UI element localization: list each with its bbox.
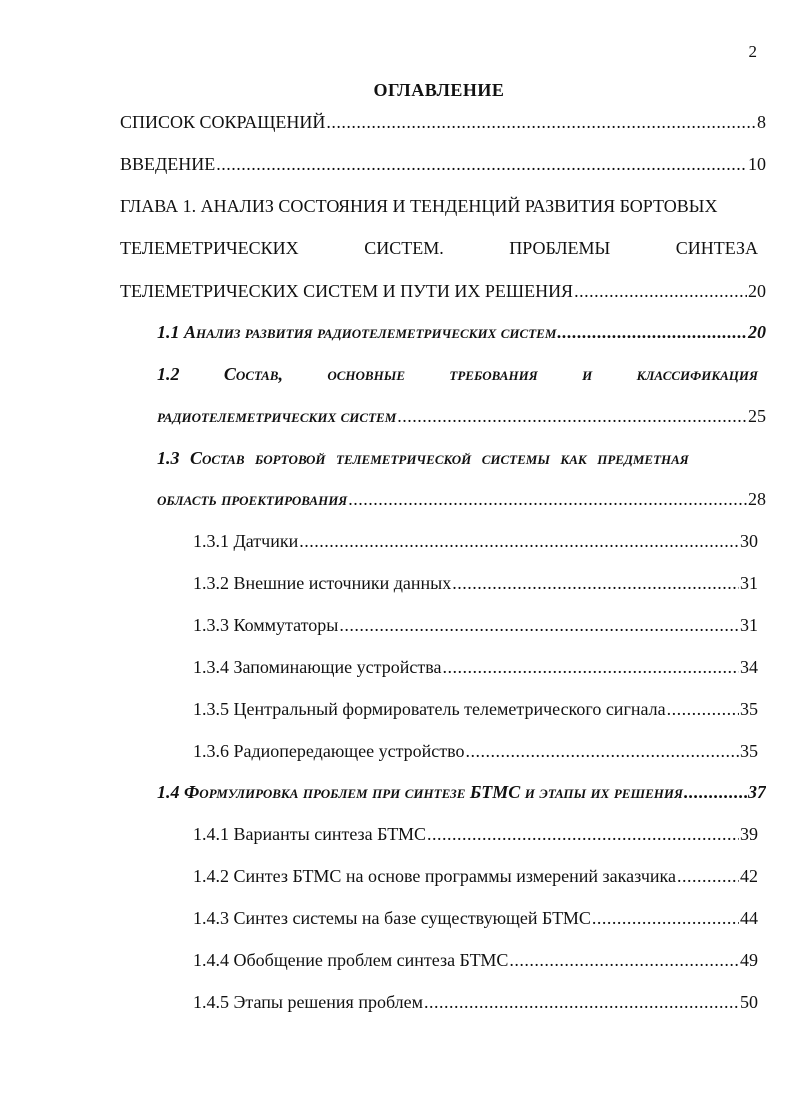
toc-word: Состав,: [223, 364, 283, 384]
toc-entry-page: 28: [748, 489, 766, 509]
toc-entry-page: 42: [740, 866, 758, 886]
toc-entry-text: 1.4.5 Этапы решения проблем: [193, 992, 424, 1012]
toc-entry-page: 35: [740, 741, 758, 761]
toc-entry-abbreviations[interactable]: [120, 112, 766, 133]
toc-entry-text: 1.4.1 Варианты синтеза БТМС: [193, 824, 427, 844]
toc-entry-page: 44: [740, 908, 758, 928]
toc-entry-text: 1.1 Анализ развития радиотелеметрических систем: [157, 322, 557, 342]
toc-entry-page: 8: [757, 112, 766, 132]
toc-entry-page: 37: [748, 782, 766, 802]
toc-entry-section-1-4-4[interactable]: [193, 950, 758, 971]
dot-leader: [667, 699, 739, 720]
toc-entry-text: 1.4.3 Синтез системы на базе существующей БТМС: [193, 908, 591, 928]
toc-entry-page: 31: [740, 573, 758, 593]
toc-entry-section-1-4-1[interactable]: [193, 824, 758, 845]
dot-leader: [684, 782, 747, 803]
toc-entry-text: 1.3.1 Датчики: [193, 531, 299, 551]
toc-entry-introduction[interactable]: [120, 154, 766, 175]
toc-entry-chapter-1-line-3[interactable]: [120, 281, 766, 302]
toc-entry-section-1-3-5[interactable]: [193, 699, 758, 720]
toc-entry-text: радиотелеметрических систем: [157, 406, 397, 426]
dot-leader: [442, 657, 739, 678]
toc-word: и: [582, 364, 593, 384]
toc-entry-page: 34: [740, 657, 758, 677]
dot-leader: [452, 573, 739, 594]
toc-entry-page: 49: [740, 950, 758, 970]
toc-entry-page: 30: [740, 531, 758, 551]
toc-entry-page: 31: [740, 615, 758, 635]
toc-entry-text: 1.3.5 Центральный формирователь телеметрического сигнала: [193, 699, 666, 719]
toc-entry-section-1-3-line-2[interactable]: [157, 489, 766, 510]
dot-leader: [339, 615, 739, 636]
dot-leader: [424, 992, 739, 1013]
toc-entry-text: 1.3.3 Коммутаторы: [193, 615, 339, 635]
toc-entry-text: область проектирования: [157, 489, 348, 509]
toc-entry-section-1-3-line-1[interactable]: [157, 448, 766, 469]
toc-entry-text: 1.3.4 Запоминающие устройства: [193, 657, 442, 677]
toc-title: ОГЛАВЛЕНИЕ: [373, 80, 505, 100]
toc-entry-section-1-3-4[interactable]: [193, 657, 758, 678]
dot-leader: [509, 950, 739, 971]
toc-entry-text: 1.4.4 Обобщение проблем синтеза БТМС: [193, 950, 509, 970]
toc-word: СИНТЕЗА: [675, 238, 758, 258]
dot-leader: [677, 866, 739, 887]
dot-leader: [557, 322, 747, 343]
toc-entry-section-1-3-1[interactable]: [193, 531, 758, 552]
toc-entry-page: 10: [748, 154, 766, 174]
dot-leader: [326, 112, 756, 133]
toc-entry-text: ВВЕДЕНИЕ: [120, 154, 216, 174]
toc-entry-text: ТЕЛЕМЕТРИЧЕСКИХ СИСТЕМ И ПУТИ ИХ РЕШЕНИЯ: [120, 281, 574, 301]
toc-word: классификация: [636, 364, 758, 384]
dot-leader: [216, 154, 747, 175]
toc-entry-page: 35: [740, 699, 758, 719]
toc-entry-section-1-4[interactable]: [157, 782, 766, 803]
toc-word: 1.2: [157, 364, 180, 384]
page-number: 2: [748, 42, 757, 61]
toc-entry-text: СПИСОК СОКРАЩЕНИЙ: [120, 112, 326, 132]
toc-entry-page: 20: [748, 281, 766, 301]
toc-word: ТЕЛЕМЕТРИЧЕСКИХ: [120, 238, 299, 258]
toc-entry-text: 1.3.6 Радиопередающее устройство: [193, 741, 465, 761]
dot-leader: [299, 531, 739, 552]
toc-entry-section-1-4-5[interactable]: [193, 992, 758, 1013]
toc-entry-chapter-1-line-2[interactable]: [120, 238, 758, 259]
toc-entry-text: 1.3.2 Внешние источники данных: [193, 573, 452, 593]
dot-leader: [348, 489, 747, 510]
toc-entry-page: 39: [740, 824, 758, 844]
dot-leader: [397, 406, 747, 427]
dot-leader: [427, 824, 739, 845]
toc-entry-section-1-3-3[interactable]: [193, 615, 758, 636]
toc-entry-section-1-4-3[interactable]: [193, 908, 758, 929]
toc-entry-section-1-1[interactable]: [157, 322, 766, 343]
toc-entry-text: 1.3 Состав бортовой телеметрической системы как предметная: [157, 448, 689, 468]
toc-entry-section-1-3-2[interactable]: [193, 573, 758, 594]
dot-leader: [574, 281, 747, 302]
toc-entry-page: 25: [748, 406, 766, 426]
toc-entry-chapter-1-line-1[interactable]: [120, 196, 766, 217]
toc-word: ПРОБЛЕМЫ: [509, 238, 611, 258]
toc-entry-text: ГЛАВА 1. АНАЛИЗ СОСТОЯНИЯ И ТЕНДЕНЦИЙ РАЗВИТИЯ БОРТОВЫХ: [120, 196, 718, 216]
toc-entry-page: 50: [740, 992, 758, 1012]
toc-word: требования: [449, 364, 538, 384]
toc-entry-page: 20: [748, 322, 766, 342]
toc-entry-text: 1.4.2 Синтез БТМС на основе программы измерений заказчика: [193, 866, 676, 886]
toc-entry-text: 1.4 Формулировка проблем при синтезе БТМС и этапы их решения: [157, 782, 683, 802]
toc-word: СИСТЕМ.: [364, 238, 444, 258]
dot-leader: [466, 741, 739, 762]
toc-entry-section-1-2-line-2[interactable]: [157, 406, 766, 427]
toc-word: основные: [327, 364, 405, 384]
toc-entry-section-1-2-line-1[interactable]: [157, 364, 758, 385]
toc-entry-section-1-4-2[interactable]: [193, 866, 758, 887]
dot-leader: [592, 908, 739, 929]
toc-entry-section-1-3-6[interactable]: [193, 741, 758, 762]
